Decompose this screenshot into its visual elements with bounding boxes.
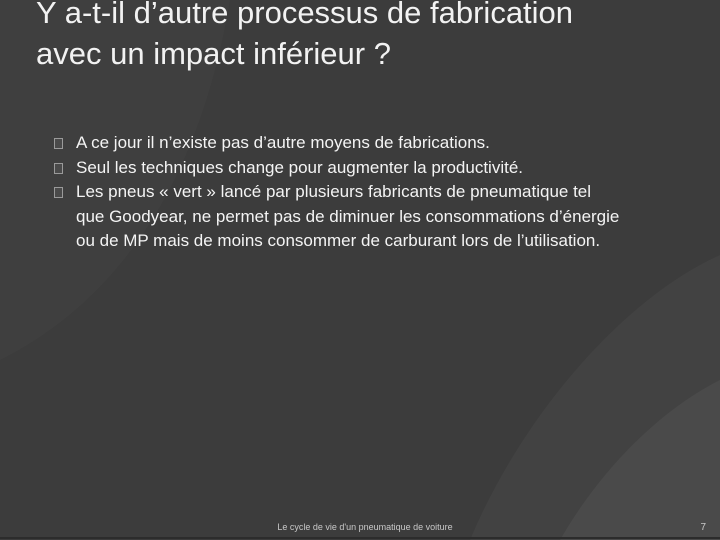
- bullet-text: A ce jour il n’existe pas d’autre moyens de fabrications.: [76, 133, 490, 152]
- bullet-list: [54, 131, 624, 254]
- bullet-text: Seul les techniques change pour augmenter la productivité.: [76, 157, 524, 177]
- footer-divider: [0, 537, 720, 539]
- bullet-item: [54, 180, 624, 254]
- slide-title: Y a-t-il d’autre processus de fabrication avec un impact inférieur ?: [36, 0, 574, 71]
- page-number: 7: [700, 522, 706, 533]
- square-bullet-icon: [54, 187, 63, 198]
- square-bullet-icon: [54, 138, 63, 149]
- square-bullet-icon: [54, 163, 63, 174]
- bullet-text: Les pneus « vert » lancé par plusieurs fabricants de pneumatique tel que Goodyear, ne permet pas de diminuer les consommations d’énergie ou de MP mais de moins consommer de carburant lors de l’utilisation.: [76, 182, 620, 250]
- slide-footer: Le cycle de vie d'un pneumatique de voiture: [277, 522, 453, 532]
- bullet-item: [54, 156, 624, 181]
- bullet-item: [54, 131, 624, 156]
